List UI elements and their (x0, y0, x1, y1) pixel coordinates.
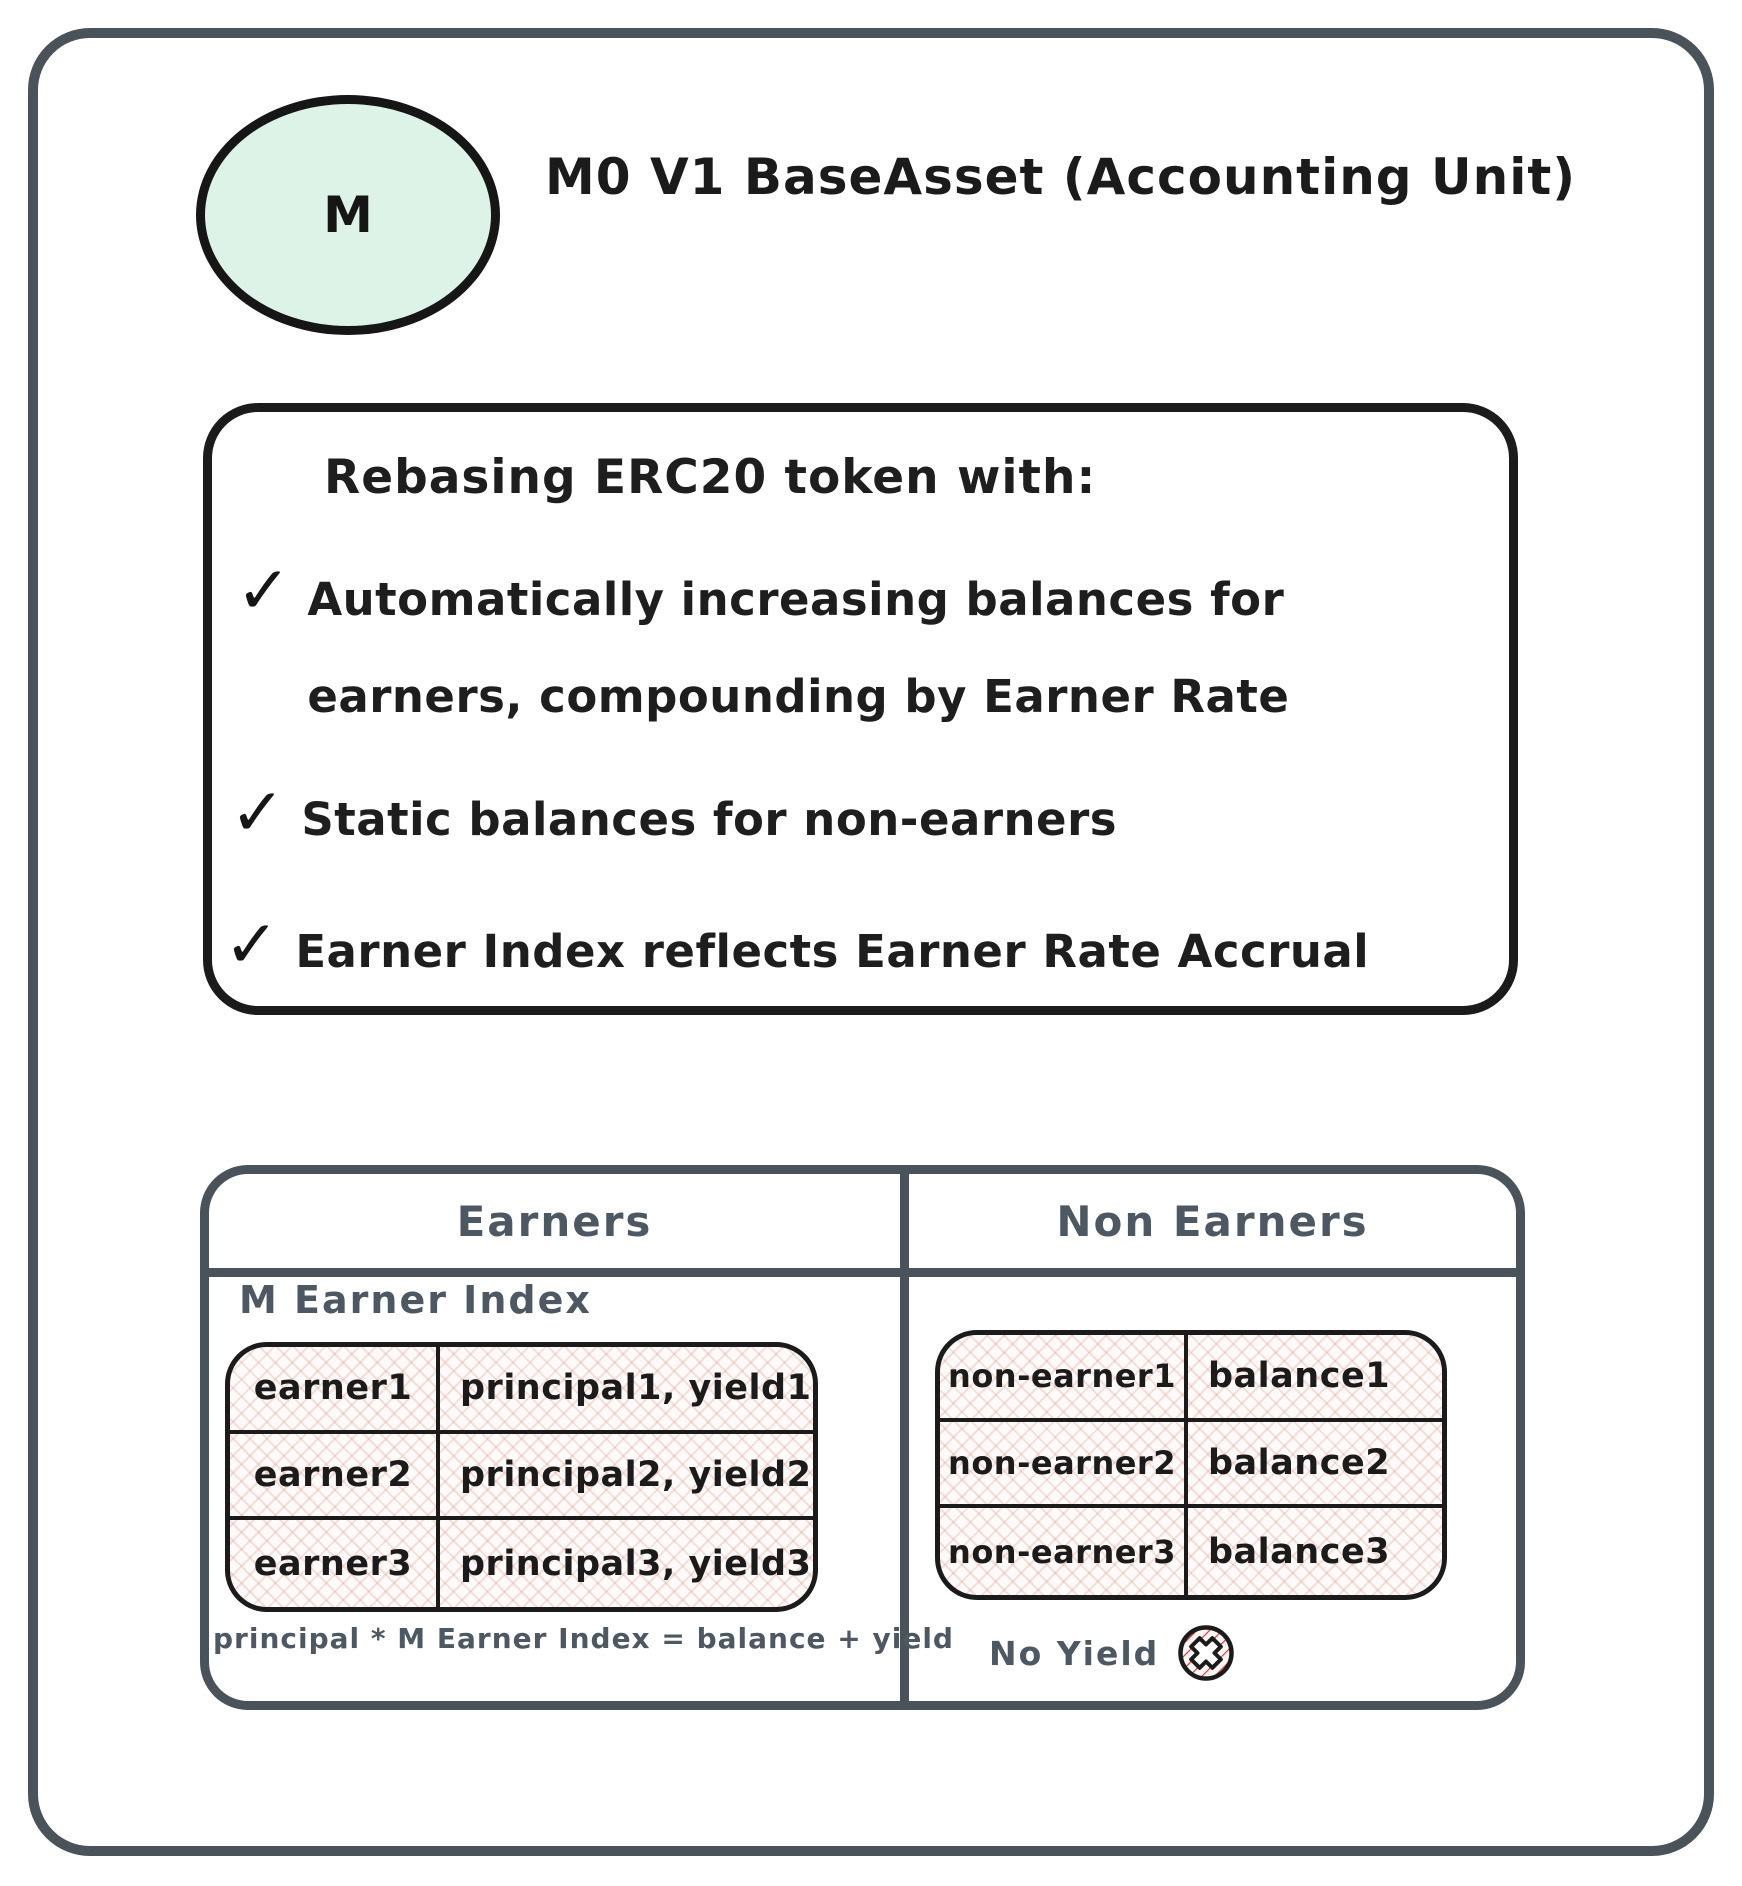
checkmark-icon: ✓ (236, 552, 292, 629)
table-cell: principal3, yield3 (460, 1543, 812, 1584)
table-cell: balance3 (1208, 1531, 1391, 1572)
feature-text: Earner Index reflects Earner Rate Accrual (295, 925, 1370, 978)
non-earners-balance-table (935, 1330, 1447, 1600)
feature-text: Automatically increasing balances for earners, compounding by Earner Rate (307, 573, 1290, 723)
table-cell: non-earner1 (940, 1335, 1188, 1422)
earners-balance-table (225, 1342, 818, 1612)
m-token-badge (196, 95, 500, 335)
feature-item (230, 774, 1117, 866)
table-cell: earner1 (230, 1347, 440, 1434)
table-cell: balance1 (1188, 1335, 1442, 1422)
feature-text: Static balances for non-earners (301, 793, 1118, 846)
feature-item (224, 906, 1369, 998)
table-cell: non-earner3 (940, 1508, 1188, 1595)
table-cell: principal2, yield2 (440, 1434, 813, 1521)
feature-item (236, 552, 1317, 746)
table-cell: non-earner2 (940, 1422, 1188, 1509)
checkmark-icon: ✓ (224, 906, 280, 983)
no-yield-label: No Yield (989, 1633, 1160, 1673)
table-cell: earner3 (230, 1520, 440, 1607)
earner-balance-formula: principal * M Earner Index = balance + yield (213, 1622, 954, 1655)
crossed-circle-icon (1177, 1624, 1235, 1682)
earners-comparison-table (200, 1165, 1525, 1710)
table-cell: earner2 (230, 1434, 440, 1521)
header-divider (209, 1268, 1516, 1277)
m-token-label: M (323, 186, 373, 244)
m-earner-index-label: M Earner Index (239, 1278, 592, 1322)
features-heading: Rebasing ERC20 token with: (324, 450, 1097, 505)
earners-column-header: Earners (456, 1196, 653, 1246)
features-box (203, 403, 1518, 1015)
checkmark-icon: ✓ (230, 774, 286, 851)
no-yield-note (989, 1624, 1235, 1682)
table-cell: balance2 (1188, 1422, 1442, 1509)
non-earners-column-header: Non Earners (1056, 1196, 1369, 1246)
page-title: M0 V1 BaseAsset (Accounting Unit) (545, 148, 1577, 206)
table-cell: principal1, yield1 (440, 1347, 813, 1434)
